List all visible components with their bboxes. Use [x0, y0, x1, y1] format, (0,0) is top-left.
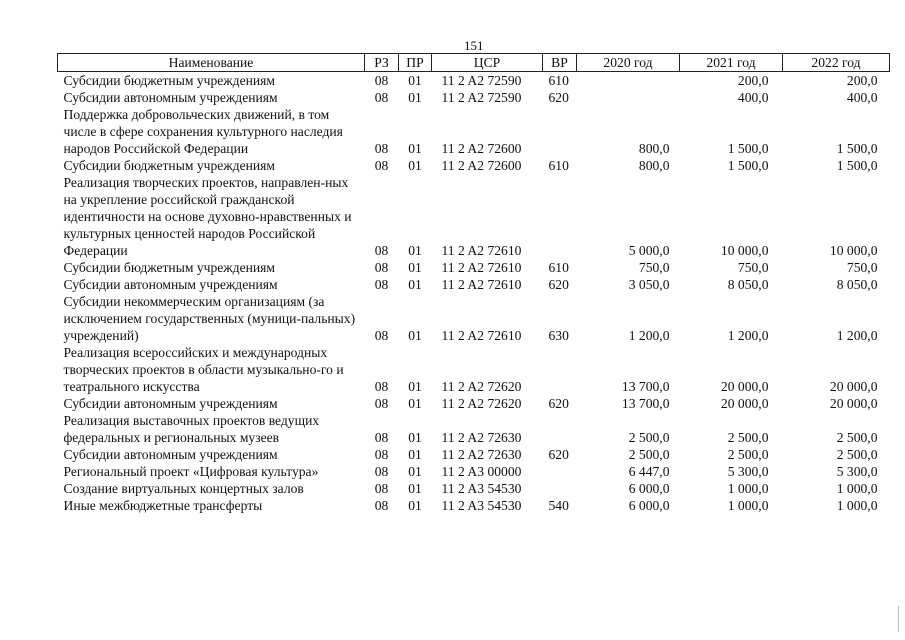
cell-y2022: 1 500,0	[836, 158, 878, 173]
cell-vr	[543, 106, 577, 157]
cell-rz: 08	[374, 464, 389, 479]
cell-y2022: 1 500,0	[836, 141, 878, 156]
table-row	[58, 259, 890, 276]
cell-y2020: 800,0	[638, 141, 670, 156]
cell-name: Субсидии автономным учреждениям	[63, 447, 278, 462]
header-2022: 2022 год	[783, 54, 890, 72]
cell-y2021: 8 050,0	[727, 277, 769, 292]
cell-y2021: 1 500,0	[727, 158, 769, 173]
cell-pr: 01	[408, 243, 422, 258]
cell-y2021: 10 000,0	[720, 243, 769, 258]
table-row	[58, 497, 890, 514]
cell-csr: 11 2 A2 72610	[441, 243, 522, 258]
cell-y2021: 1 200,0	[727, 328, 769, 343]
cell-vr: 610	[548, 260, 569, 275]
cell-name: Поддержка добровольческих движений, в том числе в сфере сохранения культурного наследия народов Российской Федерации	[63, 107, 343, 156]
cell-pr: 01	[408, 158, 422, 173]
cell-y2022: 5 300,0	[836, 464, 878, 479]
cell-y2020: 5 000,0	[628, 243, 670, 258]
cell-y2021: 20 000,0	[720, 396, 769, 411]
cell-rz: 08	[374, 481, 389, 496]
cell-y2020: 13 700,0	[621, 379, 670, 394]
cell-csr: 11 2 A2 72590	[441, 73, 522, 88]
table-row	[58, 174, 890, 259]
table-row	[58, 106, 890, 157]
cell-y2021: 2 500,0	[727, 447, 769, 462]
header-2020: 2020 год	[577, 54, 680, 72]
cell-rz: 08	[374, 328, 389, 343]
cell-name: Реализация творческих проектов, направлен-ных на укрепление российской гражданской идентичности на основе духовно-нравственных и культурных ценностей народов Российской Федерации	[63, 175, 352, 258]
budget-table	[57, 53, 890, 514]
cell-pr: 01	[408, 328, 422, 343]
cell-vr	[543, 463, 577, 480]
cell-name: Субсидии автономным учреждениям	[63, 396, 278, 411]
cell-y2021: 200,0	[737, 73, 769, 88]
cell-csr: 11 2 A2 72620	[441, 379, 522, 394]
cell-rz: 08	[374, 277, 389, 292]
cell-y2020	[577, 89, 680, 106]
cell-y2020: 6 000,0	[628, 498, 670, 513]
cell-pr: 01	[408, 430, 422, 445]
cell-y2021: 1 000,0	[727, 498, 769, 513]
cell-vr: 620	[548, 277, 569, 292]
cell-rz: 08	[374, 447, 389, 462]
cell-vr	[543, 174, 577, 259]
cell-vr	[543, 344, 577, 395]
cell-vr: 620	[548, 447, 569, 462]
cell-y2022: 20 000,0	[829, 379, 878, 394]
cell-rz: 08	[374, 141, 389, 156]
cell-name: Региональный проект «Цифровая культура»	[63, 464, 319, 479]
cell-y2020: 2 500,0	[628, 447, 670, 462]
cell-name: Субсидии некоммерческим организациям (за исключением государственных (муници-пальных) учреждений)	[63, 294, 356, 343]
table-header-row	[58, 54, 890, 72]
cell-y2020: 13 700,0	[621, 396, 670, 411]
table-row	[58, 395, 890, 412]
cell-y2021: 1 500,0	[727, 141, 769, 156]
cell-y2022: 10 000,0	[829, 243, 878, 258]
cell-pr: 01	[408, 73, 422, 88]
table-row	[58, 89, 890, 106]
cell-rz: 08	[374, 73, 389, 88]
cell-rz: 08	[374, 379, 389, 394]
cell-csr: 11 2 A2 72600	[441, 141, 522, 156]
cell-name: Субсидии автономным учреждениям	[63, 277, 278, 292]
cell-pr: 01	[408, 481, 422, 496]
cell-csr: 11 2 A2 72610	[441, 277, 522, 292]
cell-csr: 11 2 A3 54530	[441, 498, 522, 513]
cell-y2020: 1 200,0	[628, 328, 670, 343]
cell-y2022: 750,0	[846, 260, 878, 275]
cell-y2022: 20 000,0	[829, 396, 878, 411]
cell-y2021: 5 300,0	[727, 464, 769, 479]
cell-rz: 08	[374, 158, 389, 173]
cell-csr: 11 2 A3 00000	[441, 464, 522, 479]
cell-y2022: 2 500,0	[836, 447, 878, 462]
cell-name: Субсидии бюджетным учреждениям	[63, 260, 276, 275]
table-row	[58, 446, 890, 463]
cell-y2022: 1 000,0	[836, 498, 878, 513]
header-rz: РЗ	[365, 54, 399, 72]
cell-rz: 08	[374, 243, 389, 258]
header-csr: ЦСР	[432, 54, 543, 72]
cell-name: Создание виртуальных концертных залов	[63, 481, 304, 496]
cell-y2021: 750,0	[737, 260, 769, 275]
cell-csr: 11 2 A2 72610	[441, 328, 522, 343]
table-row	[58, 344, 890, 395]
table-row	[58, 276, 890, 293]
cell-name: Субсидии автономным учреждениям	[63, 90, 278, 105]
cell-y2020: 6 447,0	[628, 464, 670, 479]
cell-y2022: 1 000,0	[836, 481, 878, 496]
cell-vr: 620	[548, 396, 569, 411]
table-row	[58, 157, 890, 174]
cell-name: Субсидии бюджетным учреждениям	[63, 73, 276, 88]
table-row	[58, 480, 890, 497]
cell-csr: 11 2 A2 72630	[441, 447, 522, 462]
header-pr: ПР	[399, 54, 432, 72]
cell-csr: 11 2 A3 54530	[441, 481, 522, 496]
table-row	[58, 72, 890, 90]
cell-y2022: 8 050,0	[836, 277, 878, 292]
cell-vr: 610	[548, 73, 569, 88]
cell-vr: 610	[548, 158, 569, 173]
cell-y2020: 750,0	[638, 260, 670, 275]
cell-name: Реализация выставочных проектов ведущих федеральных и региональных музеев	[63, 413, 320, 445]
table-row	[58, 293, 890, 344]
cell-pr: 01	[408, 141, 422, 156]
cell-csr: 11 2 A2 72600	[441, 158, 522, 173]
cell-vr: 630	[548, 328, 569, 343]
cell-pr: 01	[408, 379, 422, 394]
cell-y2022: 400,0	[846, 90, 878, 105]
cell-y2022: 1 200,0	[836, 328, 878, 343]
cell-y2020: 3 050,0	[628, 277, 670, 292]
cell-rz: 08	[374, 260, 389, 275]
cell-y2021: 20 000,0	[720, 379, 769, 394]
header-vr: ВР	[543, 54, 577, 72]
cell-y2021: 1 000,0	[727, 481, 769, 496]
table-row	[58, 463, 890, 480]
cell-name: Субсидии бюджетным учреждениям	[63, 158, 276, 173]
cell-pr: 01	[408, 277, 422, 292]
cell-pr: 01	[408, 464, 422, 479]
cell-pr: 01	[408, 90, 422, 105]
cell-pr: 01	[408, 260, 422, 275]
cell-vr	[543, 412, 577, 446]
cell-name: Реализация всероссийских и международных творческих проектов в области музыкально-го и театрального искусства	[63, 345, 344, 394]
cell-vr: 620	[548, 90, 569, 105]
cell-rz: 08	[374, 396, 389, 411]
cell-csr: 11 2 A2 72630	[441, 430, 522, 445]
header-2021: 2021 год	[680, 54, 783, 72]
cell-pr: 01	[408, 396, 422, 411]
cell-rz: 08	[374, 430, 389, 445]
cell-y2021: 400,0	[737, 90, 769, 105]
cell-pr: 01	[408, 498, 422, 513]
cell-y2020	[577, 72, 680, 90]
cell-csr: 11 2 A2 72590	[441, 90, 522, 105]
cell-y2021: 2 500,0	[727, 430, 769, 445]
cell-y2020: 2 500,0	[628, 430, 670, 445]
cell-y2020: 6 000,0	[628, 481, 670, 496]
cell-y2022: 200,0	[846, 73, 878, 88]
cell-pr: 01	[408, 447, 422, 462]
cell-csr: 11 2 A2 72620	[441, 396, 522, 411]
cell-rz: 08	[374, 498, 389, 513]
table-row	[58, 412, 890, 446]
cell-name: Иные межбюджетные трансферты	[63, 498, 263, 513]
cell-vr: 540	[548, 498, 569, 513]
header-name: Наименование	[58, 54, 365, 72]
cell-csr: 11 2 A2 72610	[441, 260, 522, 275]
scan-margin-mark	[898, 606, 899, 632]
cell-vr	[543, 480, 577, 497]
cell-rz: 08	[374, 90, 389, 105]
cell-y2020: 800,0	[638, 158, 670, 173]
page-number: 151	[464, 38, 484, 53]
cell-y2022: 2 500,0	[836, 430, 878, 445]
